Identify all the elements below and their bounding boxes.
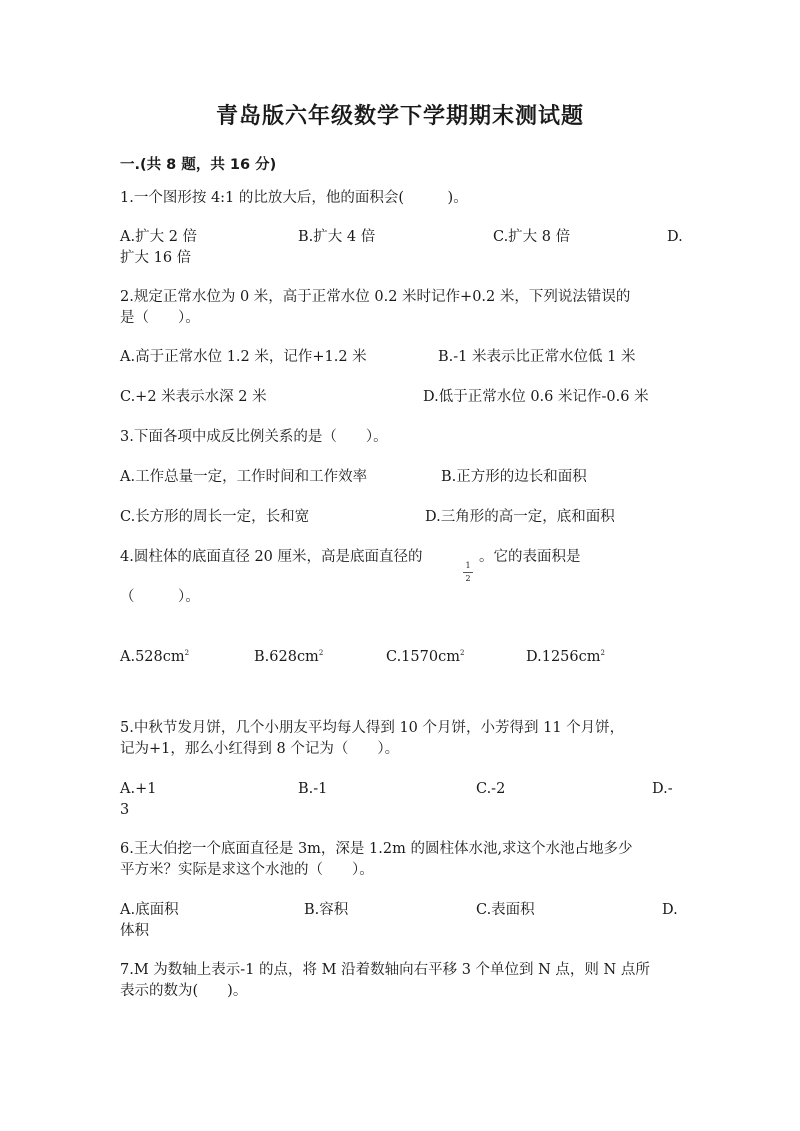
- question-4-stem-line1-tail: 。它的表面积是: [479, 549, 581, 565]
- option-d-text: D.1256cm: [526, 649, 601, 665]
- section-heading: 一.(共 8 题，共 16 分): [120, 157, 277, 173]
- question-6-option-b: B.容积: [304, 902, 349, 918]
- question-1-stem: 1.一个图形按 4:1 的比放大后，他的面积会( )。: [120, 190, 468, 206]
- question-5-option-d-label: D.-: [652, 781, 673, 797]
- question-2-stem-line2: 是（ ）。: [120, 310, 200, 326]
- question-3-option-c: C.长方形的周长一定，长和宽: [120, 509, 310, 525]
- fraction-denominator: 2: [465, 574, 471, 583]
- question-1-option-c: C.扩大 8 倍: [493, 229, 571, 245]
- question-6-stem-line2: 平方米？实际是求这个水池的（ ）。: [120, 862, 374, 878]
- question-5-option-d-text: 3: [120, 802, 130, 818]
- question-6-option-a: A.底面积: [120, 902, 179, 918]
- unit-superscript: 2: [459, 649, 465, 657]
- fraction-numerator: 1: [465, 561, 471, 570]
- question-2-option-d: D.低于正常水位 0.6 米记作-0.6 米: [423, 389, 649, 405]
- question-3-option-d: D.三角形的高一定，底和面积: [425, 509, 615, 525]
- question-3-option-b: B.正方形的边长和面积: [441, 469, 587, 485]
- page-title: 青岛版六年级数学下学期期末测试题: [215, 104, 584, 129]
- question-4-option-d: [526, 643, 605, 667]
- question-5-stem-line2: 记为+1，那么小红得到 8 个记为（ ）。: [120, 741, 400, 757]
- question-2-option-b: B.-1 米表示比正常水位低 1 米: [438, 349, 636, 365]
- question-2-stem-line1: 2.规定正常水位为 0 米，高于正常水位 0.2 米时记作+0.2 米，下列说法错误的: [120, 289, 631, 305]
- question-3-stem: 3.下面各项中成反比例关系的是（ ）。: [120, 429, 388, 445]
- unit-superscript: 2: [184, 649, 190, 657]
- question-7-stem-line2: 表示的数为( )。: [120, 983, 248, 999]
- question-1-option-b: B.扩大 4 倍: [298, 229, 376, 245]
- question-3-option-a: A.工作总量一定，工作时间和工作效率: [120, 469, 368, 485]
- question-1-option-a: A.扩大 2 倍: [120, 229, 198, 245]
- fraction-bar: [463, 572, 473, 573]
- question-1-option-d-text: 扩大 16 倍: [120, 250, 192, 266]
- option-c-text: C.1570cm: [386, 649, 460, 665]
- unit-superscript: 2: [600, 649, 605, 657]
- question-6-option-c: C.表面积: [476, 902, 535, 918]
- question-4-option-b: [254, 643, 323, 667]
- question-5-stem-line1: 5.中秋节发月饼，几个小朋友平均每人得到 10 个月饼，小芳得到 11 个月饼，: [120, 720, 625, 736]
- question-6-option-d-label: D.: [662, 902, 678, 918]
- question-4-stem-line1: 4.圆柱体的底面直径 20 厘米，高是底面直径的: [120, 549, 423, 565]
- question-2-option-c: C.+2 米表示水深 2 米: [120, 389, 267, 405]
- question-1-option-d-label: D.: [667, 229, 683, 245]
- question-4-stem-line2: （ ）。: [120, 589, 200, 605]
- question-2-option-a: A.高于正常水位 1.2 米，记作+1.2 米: [120, 349, 367, 365]
- fraction-one-half: [463, 561, 473, 584]
- question-4-option-a: [120, 643, 189, 667]
- question-7-stem-line1: 7.M 为数轴上表示-1 的点，将 M 沿着数轴向右平移 3 个单位到 N 点，则 N 点所: [120, 962, 650, 978]
- option-a-text: A.528cm: [120, 649, 185, 665]
- unit-superscript: 2: [318, 649, 324, 657]
- question-5-option-b: B.-1: [298, 781, 328, 797]
- question-5-option-a: A.+1: [120, 781, 157, 797]
- question-5-option-c: C.-2: [476, 781, 506, 797]
- question-6-stem-line1: 6.王大伯挖一个底面直径是 3m，深是 1.2m 的圆柱体水池,求这个水池占地多少: [120, 841, 633, 857]
- option-b-text: B.628cm: [254, 649, 319, 665]
- question-6-option-d-text: 体积: [120, 923, 149, 939]
- question-4-option-c: [386, 643, 464, 667]
